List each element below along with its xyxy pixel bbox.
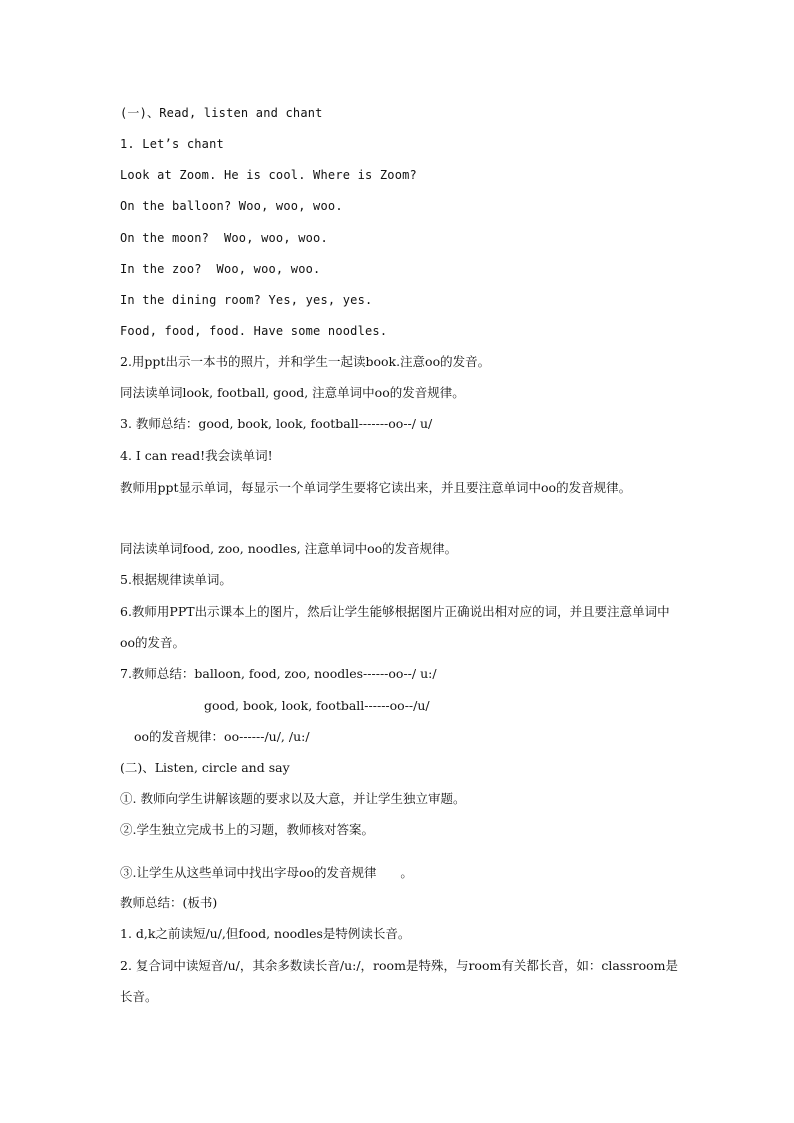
line-18: good, book, look, football------oo--/u/ (204, 698, 430, 713)
line-15: 5.根据规律读单词。 (120, 572, 232, 587)
line-13: 教师用ppt显示单词，每显示一个单词学生要将它读出来，并且要注意单词中oo的发音规律。 (120, 480, 632, 495)
line-6: In the zoo? Woo, woo, woo. (120, 262, 321, 276)
line-20: (二)、Listen, circle and say (120, 760, 290, 775)
line-1: (一)、Read, listen and chant (120, 106, 323, 120)
line-10: 同法读单词look, football, good, 注意单词中oo的发音规律。 (120, 385, 465, 400)
line-11: 3. 教师总结：good, book, look, football-------oo--/ u/ (120, 416, 433, 431)
line-7: In the dining room? Yes, yes, yes. (120, 293, 373, 307)
line-16: 6.教师用PPT出示课本上的图片，然后让学生能够根据图片正确说出相对应的词，并且要注意单词中oo的发音。 (120, 604, 670, 650)
line-9: 2.用ppt出示一本书的照片，并和学生一起读book.注意oo的发音。 (120, 354, 491, 369)
line-21: ①. 教师向学生讲解该题的要求以及大意，并让学生独立审题。 (120, 791, 466, 806)
line-3: Look at Zoom. He is cool. Where is Zoom? (120, 168, 417, 182)
line-26: 2. 复合词中读短音/u/，其余多数读长音/u:/，room是特殊，与room有关都长音，如：classroom是长音。 (120, 958, 678, 1004)
line-24: 教师总结：(板书) (120, 895, 218, 910)
line-17: 7.教师总结：balloon, food, zoo, noodles------oo--/ u:/ (120, 666, 437, 681)
line-2: 1. Let’s chant (120, 137, 224, 151)
line-22: ②.学生独立完成书上的习题，教师核对答案。 (120, 822, 374, 837)
line-12: 4. I can read!我会读单词! (120, 448, 273, 463)
line-25: 1. d,k之前读短/u/,但food, noodles是特例读长音。 (120, 926, 411, 941)
line-19: oo的发音规律：oo------/u/, /u:/ (134, 729, 310, 744)
line-8: Food, food, food. Have some noodles. (120, 324, 388, 338)
line-23: ③.让学生从这些单词中找出字母oo的发音规律 。 (120, 865, 413, 880)
line-4: On the balloon? Woo, woo, woo. (120, 199, 343, 213)
line-14: 同法读单词food, zoo, noodles, 注意单词中oo的发音规律。 (120, 541, 458, 556)
line-5: On the moon? Woo, woo, woo. (120, 231, 328, 245)
